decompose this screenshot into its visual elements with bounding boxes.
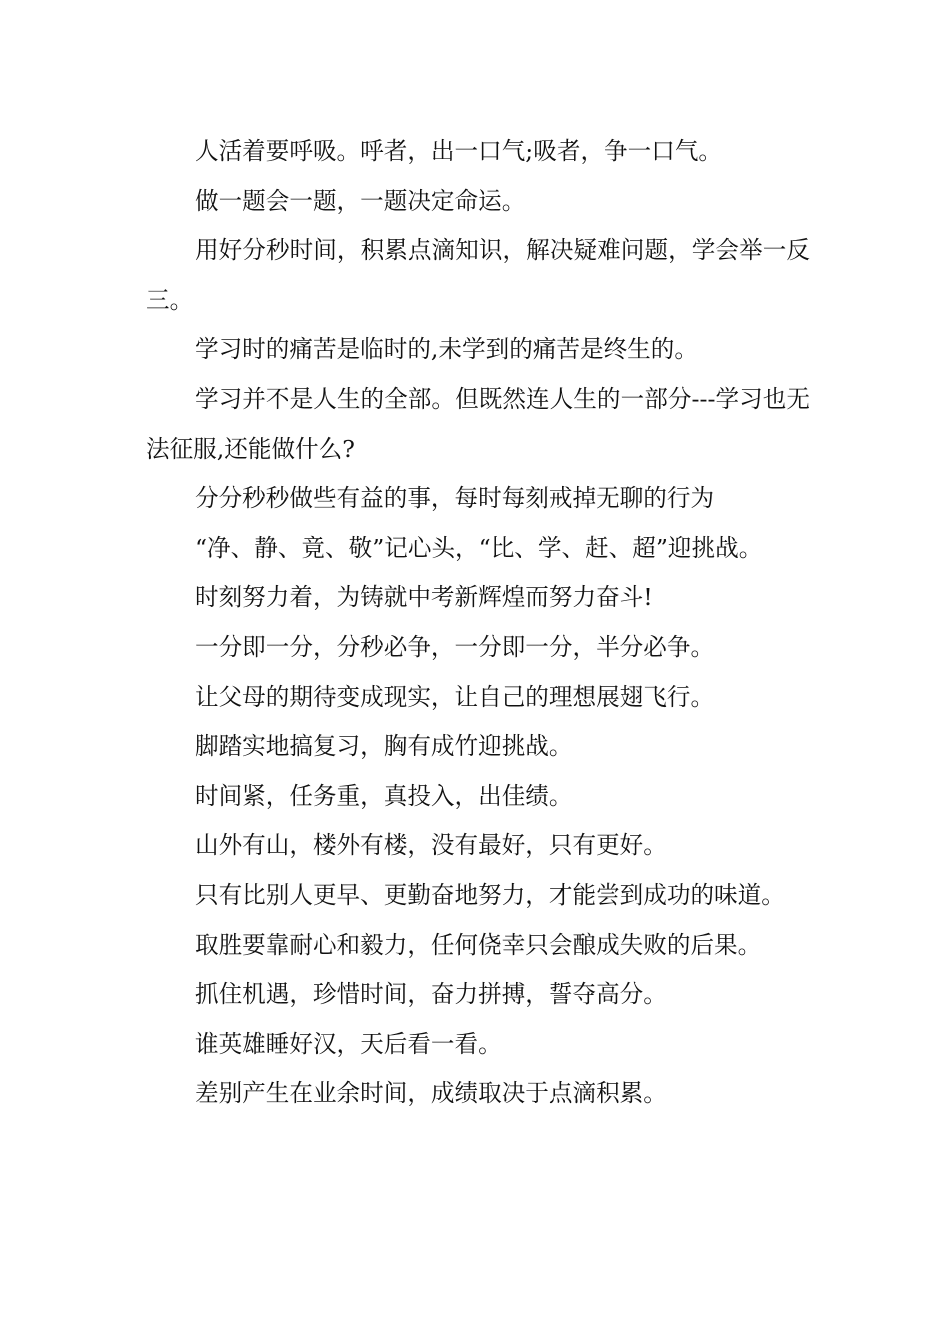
paragraph-6: 分分秒秒做些有益的事，每时每刻戒掉无聊的行为 (195, 484, 715, 513)
paragraph-15: 取胜要靠耐心和毅力，任何侥幸只会酿成失败的后果。 (195, 930, 762, 959)
paragraph-9: 一分即一分，分秒必争，一分即一分，半分必争。 (195, 632, 715, 661)
paragraph-17: 谁英雄睡好汉，天后看一看。 (195, 1029, 502, 1058)
paragraph-14: 只有比别人更早、更勤奋地努力，才能尝到成功的味道。 (195, 880, 785, 909)
paragraph-12: 时间紧，任务重，真投入，出佳绩。 (195, 781, 573, 810)
paragraph-7: “净、静、竟、敬”记心头，“比、学、赶、超”迎挑战。 (195, 533, 763, 562)
paragraph-4: 学习时的痛苦是临时的,未学到的痛苦是终生的。 (195, 335, 698, 364)
paragraph-1: 人活着要呼吸。呼者，出一口气;吸者，争一口气。 (195, 137, 723, 165)
paragraph-3: 用好分秒时间，积累点滴知识，解决疑难问题，学会举一反三。 (146, 236, 810, 314)
paragraph-13: 山外有山，楼外有楼，没有最好，只有更好。 (195, 831, 667, 860)
paragraph-list (146, 127, 810, 1119)
paragraph-5: 学习并不是人生的全部。但既然连人生的一部分---学习也无法征服,还能做什么? (146, 384, 810, 463)
paragraph-2: 做一题会一题，一题决定命运。 (195, 186, 526, 215)
paragraph-18: 差别产生在业余时间，成绩取决于点滴积累。 (195, 1079, 667, 1108)
paragraph-10: 让父母的期待变成现实，让自己的理想展翅飞行。 (195, 682, 715, 711)
paragraph-8: 时刻努力着，为铸就中考新辉煌而努力奋斗! (195, 583, 653, 612)
paragraph-16: 抓住机遇，珍惜时间，奋力拼搏，誓夺高分。 (195, 980, 667, 1009)
paragraph-11: 脚踏实地搞复习，胸有成竹迎挑战。 (195, 732, 573, 761)
